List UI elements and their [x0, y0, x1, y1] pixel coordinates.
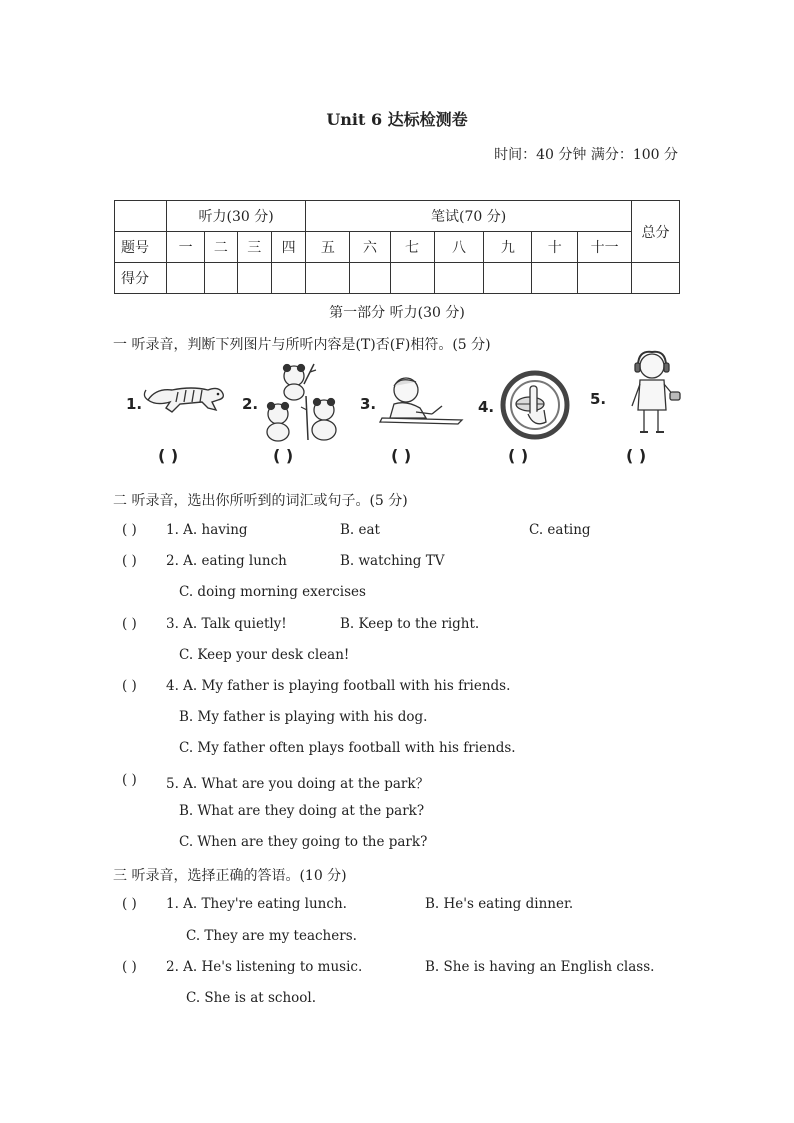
score-cell[interactable] [484, 263, 532, 294]
option-a: 5. A. What are you doing at the park？ [166, 776, 430, 792]
col-header: 二 [205, 232, 237, 263]
option-b: B. watching TV [340, 553, 445, 569]
total-score-cell[interactable] [631, 263, 679, 294]
answer-paren[interactable]: ( ) [122, 959, 137, 975]
option-b: B. My father is playing with his dog. [179, 709, 428, 725]
option-c: C. She is at school. [186, 990, 317, 1006]
picture-number: 1. [126, 395, 143, 413]
score-cell[interactable] [237, 263, 271, 294]
col-header: 五 [306, 232, 350, 263]
section1-heading: 一 听录音，判断下列图片与所听内容是(T)否(F)相符。(5 分) [113, 337, 491, 353]
score-table [114, 200, 680, 294]
score-cell[interactable] [306, 263, 350, 294]
writing-header: 笔试(70 分) [306, 201, 632, 232]
option-a: 3. A. Talk quietly! [166, 616, 287, 632]
section3-heading: 三 听录音，选择正确的答语。(10 分) [113, 868, 347, 884]
picture-number: 5. [590, 390, 607, 408]
answer-paren[interactable]: ( ) [158, 446, 179, 465]
option-a: 2. A. He's listening to music. [166, 959, 363, 975]
score-cell[interactable] [578, 263, 632, 294]
option-a: 1. A. They're eating lunch. [166, 896, 347, 912]
col-header: 三 [237, 232, 271, 263]
answer-paren[interactable]: ( ) [391, 446, 412, 465]
score-cell[interactable] [390, 263, 434, 294]
answer-paren[interactable]: ( ) [122, 616, 137, 632]
section2-heading: 二 听录音，选出你所听到的词汇或句子。(5 分) [113, 493, 408, 509]
row-label-number: 题号 [115, 232, 167, 263]
answer-paren[interactable]: ( ) [122, 896, 137, 912]
option-c: C. Keep your desk clean! [179, 647, 350, 663]
option-b: B. Keep to the right. [340, 616, 480, 632]
score-cell[interactable] [166, 263, 204, 294]
score-cell[interactable] [350, 263, 390, 294]
option-c: C. eating [529, 522, 591, 538]
tiger-icon [142, 378, 228, 414]
picture-number: 3. [360, 395, 377, 413]
row-label-score: 得分 [115, 263, 167, 294]
answer-paren[interactable]: ( ) [122, 772, 137, 788]
picture-number: 2. [242, 395, 259, 413]
col-header: 八 [434, 232, 484, 263]
option-c: C. My father often plays football with his friends. [179, 740, 516, 756]
time-score-line: 时间：40 分钟 满分：100 分 [494, 147, 678, 163]
part-title: 第一部分 听力(30 分) [329, 305, 465, 321]
col-header: 十一 [578, 232, 632, 263]
col-header: 一 [166, 232, 204, 263]
total-header: 总分 [631, 201, 679, 263]
option-a: 4. A. My father is playing football with his friends. [166, 678, 511, 694]
answer-paren[interactable]: ( ) [273, 446, 294, 465]
option-b: B. What are they doing at the park? [179, 803, 425, 819]
quiet-sign-icon [500, 370, 570, 440]
option-b: B. She is having an English class. [425, 959, 655, 975]
answer-paren[interactable]: ( ) [122, 522, 137, 538]
score-cell[interactable] [205, 263, 237, 294]
option-a: 1. A. having [166, 522, 248, 538]
score-cell[interactable] [271, 263, 305, 294]
col-header: 七 [390, 232, 434, 263]
answer-paren[interactable]: ( ) [626, 446, 647, 465]
score-cell[interactable] [532, 263, 578, 294]
answer-paren[interactable]: ( ) [122, 553, 137, 569]
answer-paren[interactable]: ( ) [508, 446, 529, 465]
boy-writing-icon [380, 374, 464, 428]
pandas-icon [258, 360, 350, 444]
empty-corner-cell [115, 201, 167, 232]
col-header: 十 [532, 232, 578, 263]
option-b: B. eat [340, 522, 380, 538]
answer-paren[interactable]: ( ) [122, 678, 137, 694]
option-a: 2. A. eating lunch [166, 553, 287, 569]
option-b: B. He's eating dinner. [425, 896, 574, 912]
listening-header: 听力(30 分) [166, 201, 305, 232]
picture-number: 4. [478, 398, 495, 416]
option-c: C. doing morning exercises [179, 584, 366, 600]
option-c: C. When are they going to the park? [179, 834, 428, 850]
girl-headphones-icon [628, 350, 684, 444]
page-title: Unit 6 达标检测卷 [326, 110, 468, 129]
col-header: 四 [271, 232, 305, 263]
col-header: 六 [350, 232, 390, 263]
option-c: C. They are my teachers. [186, 928, 357, 944]
col-header: 九 [484, 232, 532, 263]
score-cell[interactable] [434, 263, 484, 294]
